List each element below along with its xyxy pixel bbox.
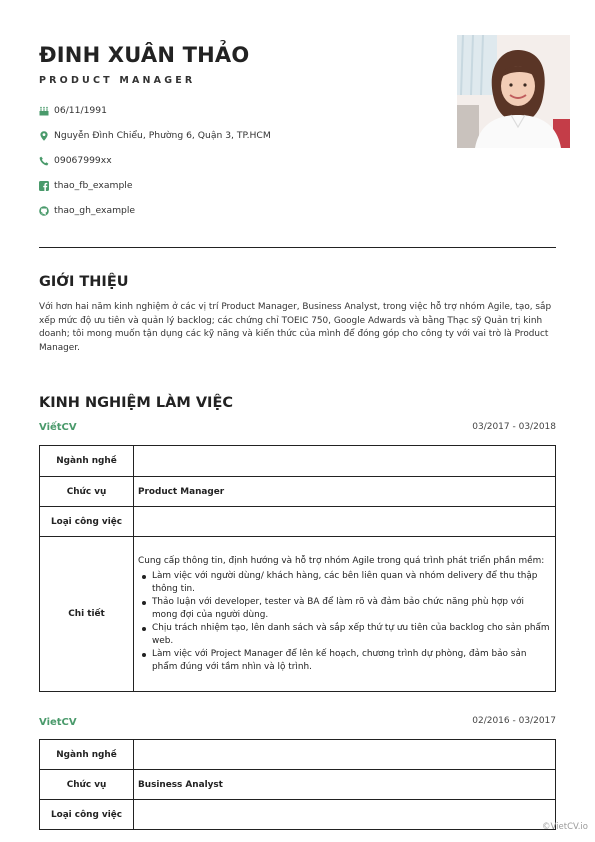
map-pin-icon xyxy=(39,131,49,141)
birthday-cake-icon xyxy=(39,106,49,116)
position-label: Chức vụ xyxy=(40,770,134,800)
contact-text: Nguyễn Đình Chiểu, Phường 6, Quận 3, TP.HCM xyxy=(54,130,271,141)
github-icon xyxy=(39,206,49,216)
contact-facebook xyxy=(39,179,271,192)
detail-intro: Cung cấp thông tin, định hướng và hỗ trợ nhóm Agile trong quá trình phát triển phần mềm: xyxy=(138,555,545,566)
job-table xyxy=(39,739,556,830)
detail-list xyxy=(138,570,551,674)
type-label: Loại công việc xyxy=(40,800,134,830)
contact-text: 06/11/1991 xyxy=(54,105,107,116)
list-item: Thảo luận với developer, tester và BA để làm rõ và đảm bảo chức năng phù hợp với mong đợi của người dùng. xyxy=(138,596,551,622)
facebook-icon xyxy=(39,181,49,191)
intro-text: Với hơn hai năm kinh nghiệm ở các vị trí Product Manager, Business Analyst, trong việc hỗ trợ nhóm Agile, tạo, sắp xếp mức độ ưu tiên và quản lý backlog; các chứng chỉ TOEIC 750, Google Adwards và bằng Thạc sỹ Quản trị kinh doanh; tôi mong muốn tận dụng các kỹ năng và kiến thức của mình để đóng góp cho công ty với vai trò là Product Manager. xyxy=(39,302,552,353)
phone-icon xyxy=(39,156,49,166)
type-value xyxy=(134,800,556,830)
field-value xyxy=(134,740,556,770)
table-row xyxy=(40,446,556,477)
list-item: Chịu trách nhiệm tạo, lên danh sách và sắp xếp thứ tự ưu tiên của backlog cho sản phẩm web. xyxy=(138,622,551,648)
table-row xyxy=(40,740,556,770)
field-label: Ngành nghề xyxy=(40,446,134,477)
contact-text: 09067999xx xyxy=(54,155,112,166)
contact-github xyxy=(39,204,271,217)
detail-label: Chi tiết xyxy=(40,537,134,692)
job-period: 02/2016 - 03/2017 xyxy=(472,716,556,726)
contact-list xyxy=(39,104,271,229)
list-item: Làm việc với người dùng/ khách hàng, các bên liên quan và nhóm delivery để thu thập thông tin. xyxy=(138,570,551,596)
table-row xyxy=(40,477,556,507)
type-value xyxy=(134,507,556,537)
table-row xyxy=(40,770,556,800)
job-period: 03/2017 - 03/2018 xyxy=(472,422,556,432)
position-value: Product Manager xyxy=(134,477,556,507)
job-company: ViếtCV xyxy=(39,422,77,433)
contact-phone xyxy=(39,154,271,167)
list-item: Làm việc với Project Manager để lên kế hoạch, chương trình dự phòng, đảm bảo sản phẩm đúng với tầm nhìn và lộ trình. xyxy=(138,648,551,674)
position-value: Business Analyst xyxy=(134,770,556,800)
header-divider xyxy=(39,247,556,248)
experience-heading: KINH NGHIỆM LÀM VIỆC xyxy=(39,395,234,411)
intro-heading: GIỚI THIỆU xyxy=(39,274,129,290)
table-row xyxy=(40,800,556,830)
watermark: ©VietCV.io xyxy=(542,822,588,832)
position-label: Chức vụ xyxy=(40,477,134,507)
detail-value xyxy=(134,537,556,692)
job-company: VietCV xyxy=(39,717,77,728)
job-table xyxy=(39,445,556,692)
contact-address xyxy=(39,129,271,142)
contact-birthday xyxy=(39,104,271,117)
contact-text: thao_fb_example xyxy=(54,180,133,191)
candidate-name: ĐINH XUÂN THẢO xyxy=(39,43,250,67)
field-label: Ngành nghề xyxy=(40,740,134,770)
candidate-role: PRODUCT MANAGER xyxy=(39,75,196,86)
table-row xyxy=(40,507,556,537)
table-row xyxy=(40,537,556,692)
profile-photo xyxy=(457,35,570,148)
contact-text: thao_gh_example xyxy=(54,205,136,216)
type-label: Loại công việc xyxy=(40,507,134,537)
field-value xyxy=(134,446,556,477)
